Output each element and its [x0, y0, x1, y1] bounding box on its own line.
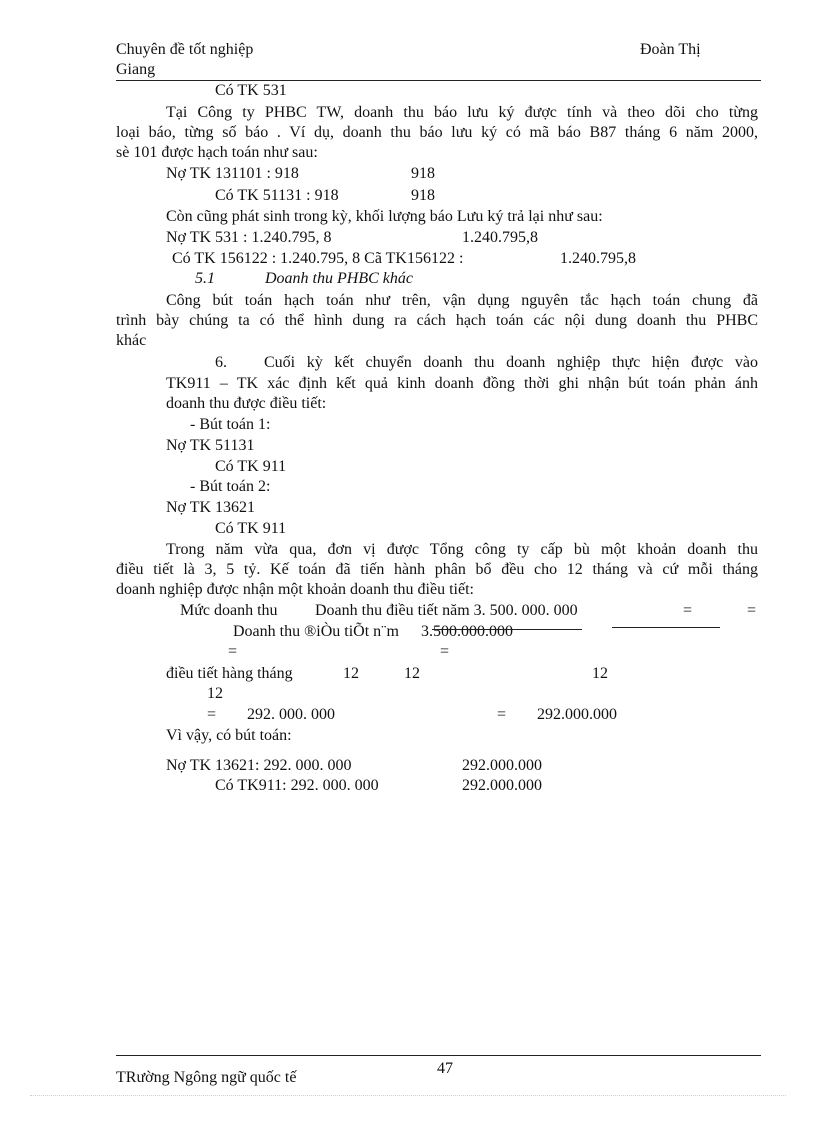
- fraction-bar: [612, 627, 720, 628]
- entry-amount: 292.000.000: [462, 757, 542, 774]
- section-number: 5.1: [195, 270, 215, 287]
- paragraph-line: Cuối kỳ kết chuyển doanh thu doanh nghiệp thực hiện được vào: [264, 354, 758, 371]
- paragraph-line: trình bày chúng ta có thể hình dung ra cách hạch toán các nội dung doanh thu PHBC: [116, 312, 758, 329]
- paragraph-line: Tại Công ty PHBC TW, doanh thu báo lưu ký được tính và theo dõi cho từng: [166, 104, 758, 121]
- debit-entry: Nợ TK 51131: [166, 437, 255, 454]
- entry-amount: 1.240.795,8: [560, 250, 636, 267]
- formula-denominator: 12: [343, 665, 359, 682]
- paragraph-line: điều tiết là 3, 5 tỷ. Kế toán đã tiến hành phân bổ đều cho 12 tháng và cứ mỗi tháng: [116, 561, 758, 578]
- list-number: 6.: [215, 354, 227, 371]
- header-left: Chuyên đề tốt nghiệp: [116, 41, 254, 58]
- formula-denominator: 12: [207, 685, 223, 702]
- debit-entry: Nợ TK 13621: 292. 000. 000: [166, 757, 352, 774]
- paragraph-line: TK911 – TK xác định kết quả kinh doanh đồng thời ghi nhận bút toán phản ánh: [166, 375, 758, 392]
- entry-amount: 1.240.795,8: [462, 229, 538, 246]
- header-left-continued: Giang: [116, 61, 156, 78]
- debit-entry: Nợ TK 531 : 1.240.795, 8: [166, 229, 332, 246]
- page-edge-divider: [30, 1095, 786, 1096]
- paragraph-line: Trong năm vừa qua, đơn vị được Tổng công ty cấp bù một khoản doanh thu: [166, 541, 758, 558]
- credit-entry: Có TK911: 292. 000. 000: [215, 777, 379, 794]
- entry-amount: 918: [411, 187, 435, 204]
- entry-heading: - Bút toán 1:: [190, 416, 271, 433]
- strike-line: [432, 629, 582, 630]
- header-rule: [116, 80, 761, 81]
- formula-equals: =: [747, 602, 757, 619]
- formula-denominator: 12: [404, 665, 420, 682]
- paragraph-line: sè 101 được hạch toán như sau:: [116, 144, 318, 161]
- entry-amount: 918: [411, 165, 435, 182]
- paragraph-line: Công bút toán hạch toán như trên, vận dụng nguyên tắc hạch toán chung đã: [166, 292, 758, 309]
- formula-result: 292.000.000: [537, 706, 617, 723]
- paragraph-line: doanh thu được điều tiết:: [166, 395, 327, 412]
- formula-equals: =: [228, 643, 238, 660]
- entry-amount: 292.000.000: [462, 777, 542, 794]
- formula-garbled-text: Doanh thu ®iÒu tiÕt n¨m 3.500.000.000: [233, 623, 513, 640]
- footer-left: TRường Ngông ngữ quốc tế: [116, 1069, 297, 1086]
- formula-equals: =: [497, 706, 507, 723]
- paragraph-line: doanh nghiệp được nhận một khoản doanh thu điều tiết:: [116, 581, 474, 598]
- paragraph-line: khác: [116, 332, 147, 349]
- header-right: Đoàn Thị: [640, 41, 701, 58]
- credit-entry: Có TK 911: [215, 458, 287, 475]
- page-number: 47: [437, 1060, 453, 1077]
- credit-entry: Có TK 911: [215, 520, 287, 537]
- paragraph-line: Vì vậy, có bút toán:: [166, 727, 292, 744]
- credit-entry: Có TK 531: [215, 82, 287, 99]
- debit-entry: Nợ TK 13621: [166, 499, 256, 516]
- formula-result: 292. 000. 000: [247, 706, 335, 723]
- formula-numerator: Doanh thu điều tiết năm 3. 500. 000. 000: [315, 602, 578, 619]
- formula-equals: =: [207, 706, 217, 723]
- paragraph-line: loại báo, từng số báo . Ví dụ, doanh thu báo lưu ký có mã báo B87 tháng 6 năm 2000,: [116, 124, 758, 141]
- credit-entry: Có TK 51131 : 918: [215, 187, 339, 204]
- paragraph-line: Còn cũng phát sinh trong kỳ, khối lượng báo Lưu ký trả lại như sau:: [166, 208, 603, 225]
- footer-rule: [116, 1055, 761, 1056]
- section-title: Doanh thu PHBC khác: [265, 270, 413, 287]
- formula-label: điều tiết hàng tháng: [166, 665, 293, 682]
- entry-heading: - Bút toán 2:: [190, 478, 271, 495]
- formula-equals: =: [440, 643, 450, 660]
- formula-denominator: 12: [592, 665, 608, 682]
- credit-entry: Có TK 156122 : 1.240.795, 8 Cã TK156122 :: [172, 250, 464, 267]
- debit-entry: Nợ TK 131101 : 918: [166, 165, 299, 182]
- formula-label: Mức doanh thu: [180, 602, 278, 619]
- formula-equals: =: [683, 602, 693, 619]
